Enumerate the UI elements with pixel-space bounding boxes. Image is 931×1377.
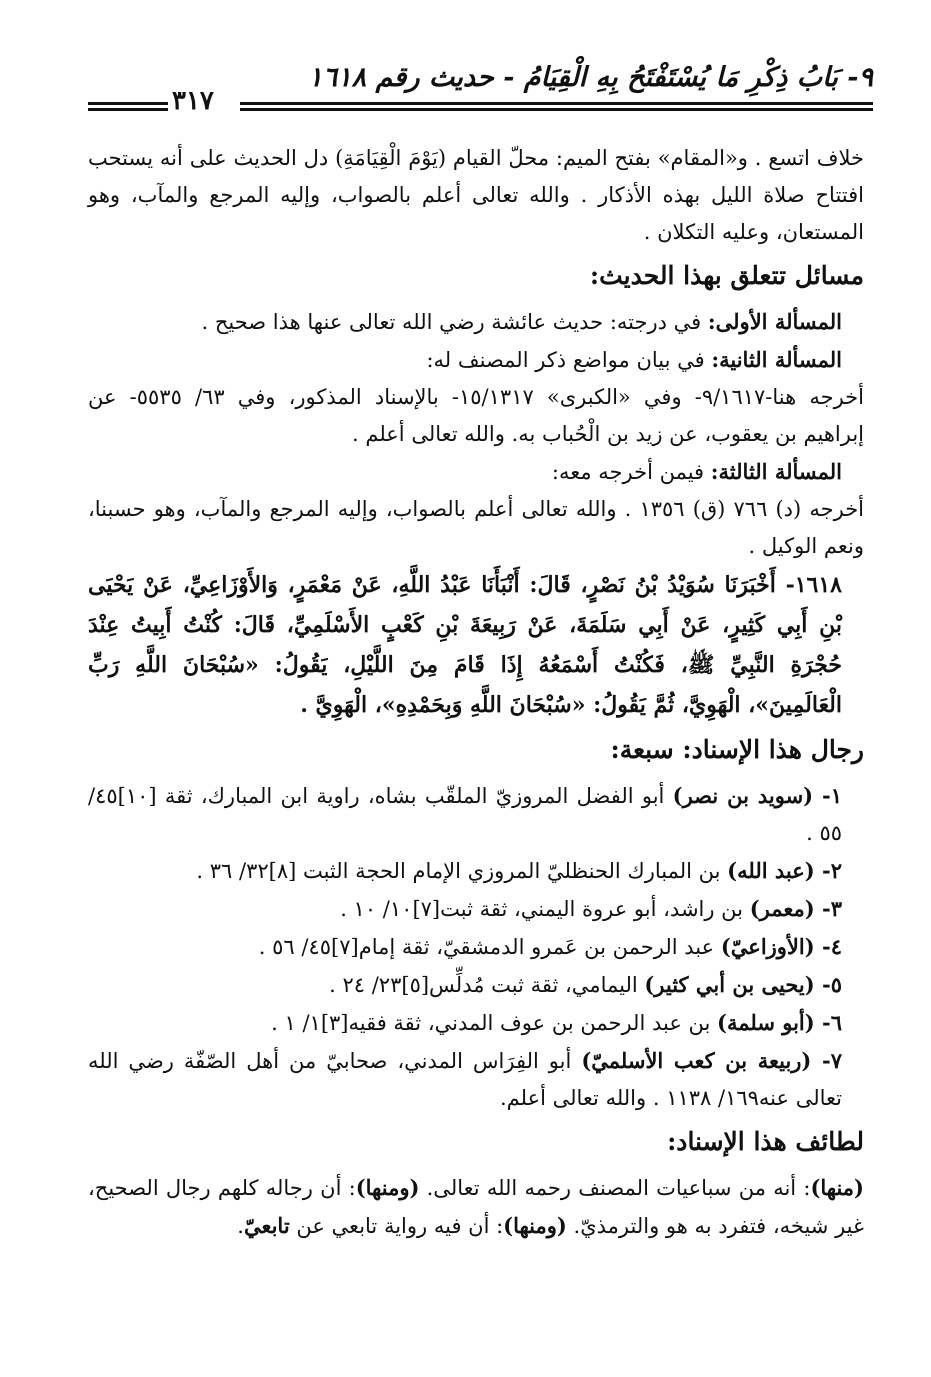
issue-third-label: المسألة الثالثة:: [710, 459, 842, 484]
hadith-text: ١٦١٨- أَخْبَرَنَا سُوَيْدُ بْنُ نَصْرٍ، قَالَ: أَنْبَأَنَا عَبْدُ اللَّهِ، عَنْ مَعْمَرٍ، وَالأَوْزَاعِيِّ، عَنْ يَحْيَى بْنِ أَبِي كَثِيرٍ، عَنْ أَبِي سَلَمَةَ، عَنْ رَبِيعَةَ بْنِ كَعْبٍ الأَسْلَمِيِّ، قَالَ: كُنْتُ أَبِيتُ عِنْدَ حُجْرَةِ النَّبِيِّ ﷺ، فَكُنْتُ أَسْمَعُهُ إِذَا قَامَ مِنَ اللَّيْلِ، يَقُولُ: «سُبْحَانَ اللَّهِ رَبِّ الْعَالَمِينَ»، الْهَوِيَّ، ثُمَّ يَقُولُ: «سُبْحَانَ اللَّهِ وَبِحَمْدِهِ»، الْهَوِيَّ .: [88, 572, 842, 718]
narrator-text: أبو الفضل المروزيّ الملقّب بشاه، راوية ابن المبارك، ثقة [١٠]٤٥/ ٥٥ .: [88, 784, 842, 845]
narrator-name: ٥- (يحيى بن أبي كثير): [644, 972, 842, 997]
narrator-name: ٣- (معمر): [749, 896, 842, 921]
narrator-text: أبو الفِرَاس المدني، صحابيّ من أهل الصّفّة رضي الله تعالى عنه١٦٩/ ١١٣٨ . والله تعالى أعلم.: [88, 1049, 842, 1110]
subtlety-end: .: [237, 1214, 244, 1238]
issue-first: [88, 303, 864, 341]
narrator-text: اليمامي، ثقة ثبت مُدلِّس[٥]٢٣/ ٢٤ .: [329, 973, 645, 997]
issues-heading: مسائل تتعلق بهذا الحديث:: [589, 261, 864, 290]
issue-third-text: فيمن أخرجه معه:: [551, 460, 705, 484]
subtlety-emphasis: تابعيّ: [243, 1213, 290, 1238]
page-header: [88, 62, 873, 120]
narrator-name: ١- (سويد بن نصر): [672, 783, 842, 808]
narrator-text: بن راشد، أبو عروة اليمني، ثقة ثبت[٧]١٠/ ١٠ .: [340, 897, 750, 921]
narrator-text: بن المبارك الحنظليّ المروزي الإمام الحجة الثبت [٨]٣٢/ ٣٦ .: [196, 859, 728, 883]
header-rule-right: [240, 102, 873, 111]
narrator-text: بن عبد الرحمن بن عوف المدني، ثقة فقيه[٣]١/ ١ .: [271, 1011, 718, 1035]
narrator-item: [88, 1042, 864, 1117]
subtlety-marker: (ومنها): [355, 1175, 420, 1200]
narrator-name: ٦- (أبو سلمة): [717, 1010, 842, 1035]
narrator-text: عبد الرحمن بن عَمرو الدمشقيّ، ثقة إمام[٧]٤٥/ ٥٦ .: [258, 935, 721, 959]
subtleties-heading: لطائف هذا الإسناد:: [667, 1127, 864, 1156]
issue-second: [88, 341, 864, 379]
issue-third: [88, 453, 864, 491]
narrator-name: ٤- (الأوزاعيّ): [720, 934, 842, 959]
chapter-title: ٩- بَابُ ذِكْرِ مَا يُسْتَفْتَحُ بِهِ الْقِيَامُ - حديث رقم ١٦١٨: [308, 62, 873, 93]
header-rule-left: [88, 102, 168, 111]
issue-second-detail: أخرجه هنا-٩/١٦١٧- وفي «الكبرى» ١٥/١٣١٧- بالإسناد المذكور، وفي ٦٣/ ٥٥٣٥- عن إبراهيم بن يعقوب، عن زيد بن الْحُباب به. والله تعالى أعلم .: [88, 385, 864, 446]
narrator-item: [88, 966, 864, 1004]
issue-third-detail: أخرجه (د) ٧٦٦ (ق) ١٣٥٦ . والله تعالى أعلم بالصواب، وإليه المرجع والمآب، وهو حسبنا، ونعم الوكيل .: [88, 497, 865, 558]
narrators-heading: رجال هذا الإسناد: سبعة:: [610, 735, 864, 764]
issue-second-text: في بيان مواضع ذكر المصنف له:: [426, 348, 705, 372]
issue-second-label: المسألة الثانية:: [711, 347, 842, 372]
narrator-item: [88, 1004, 864, 1042]
narrator-item: [88, 890, 864, 928]
narrator-item: [88, 928, 864, 966]
subtlety-text: : أن فيه رواية تابعي عن: [289, 1214, 504, 1238]
issue-first-label: المسألة الأولى:: [707, 309, 842, 334]
subtlety-marker: (منها): [810, 1175, 864, 1200]
page-body: [88, 140, 864, 1245]
subtlety-marker: (ومنها): [503, 1213, 567, 1238]
subtlety-text: : أنه من سباعيات المصنف رحمه الله تعالى.: [419, 1176, 811, 1200]
narrator-name: ٢- (عبد الله): [727, 858, 842, 883]
issue-first-text: في درجته: حديث عائشة رضي الله تعالى عنها هذا صحيح .: [201, 310, 702, 334]
narrator-item: [88, 852, 864, 890]
narrator-item: [88, 777, 864, 852]
subtleties-paragraph: [88, 1169, 864, 1245]
page-number: ٣١٧: [172, 86, 214, 116]
narrator-name: ٧- (ربيعة بن كعب الأسلميّ): [581, 1048, 842, 1073]
intro-paragraph: خلاف اتسع . و«المقام» بفتح الميم: محلّ القيام (يَوْمَ الْقِيَامَةِ) دل الحديث على أنه يستحب افتتاح صلاة الليل بهذه الأذكار . والله تعالى أعلم بالصواب، وإليه المرجع والمآب، وهو المستعان، وعليه التكلان .: [88, 146, 864, 244]
subtlety-text: : أن رجاله كلهم رجال الصحيح، غير شيخه، فتفرد به هو والترمذيّ.: [88, 1176, 864, 1238]
